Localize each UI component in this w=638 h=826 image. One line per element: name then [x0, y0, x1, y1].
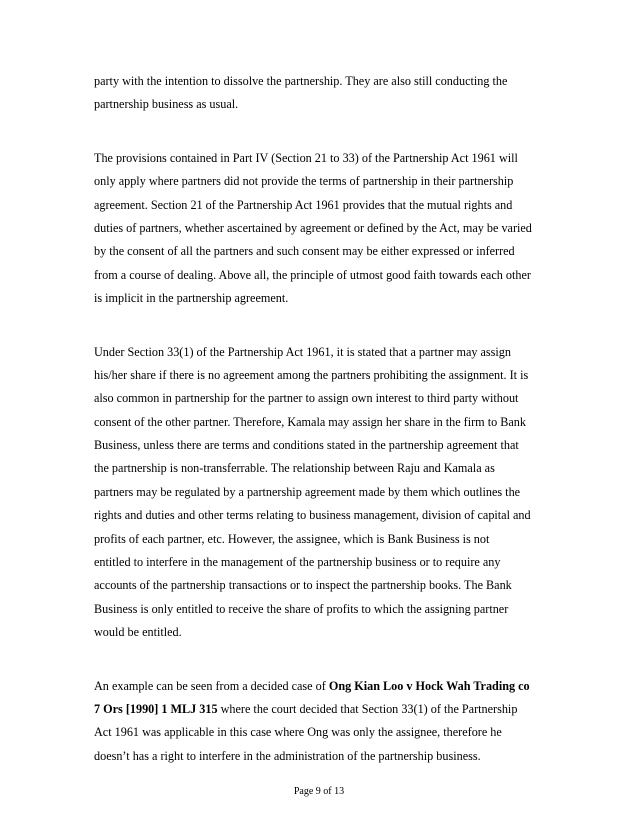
text-line: rights and duties and other terms relating to business management, division of capital and — [94, 508, 531, 523]
text-line: the partnership is non-transferrable. The relationship between Raju and Kamala as — [94, 461, 495, 476]
text-line: only apply where partners did not provide the terms of partnership in their partnership — [94, 174, 514, 189]
text-line: consent of the other partner. Therefore, Kamala may assign her share in the firm to Bank — [94, 414, 526, 429]
case-citation: Ong Kian Loo v Hock Wah Trading co — [328, 678, 530, 693]
text-line: partners may be regulated by a partnership agreement made by them which outlines the — [94, 484, 521, 499]
paragraph-3 — [94, 341, 554, 645]
document-body — [94, 70, 554, 798]
text-line: is implicit in the partnership agreement. — [94, 291, 289, 306]
text-line: by the consent of all the partners and such consent may be either expressed or inferred — [94, 244, 515, 259]
text-line: Business is only entitled to receive the share of profits to which the assigning partner — [94, 601, 509, 616]
text-line: accounts of the partnership transactions or to inspect the partnership books. The Bank — [94, 578, 512, 593]
text-line: entitled to interfere in the management of the partnership business or to require any — [94, 555, 501, 570]
text-line: agreement. Section 21 of the Partnership Act 1961 provides that the mutual rights and — [94, 197, 513, 212]
paragraph-4 — [94, 675, 554, 769]
text-line: his/her share if there is no agreement among the partners prohibiting the assignment. It is — [94, 367, 529, 382]
text-line: would be entitled. — [94, 625, 182, 640]
text-line: duties of partners, whether ascertained by agreement or defined by the Act, may be varied — [94, 220, 532, 235]
text-line: party with the intention to dissolve the partnership. They are also still conducting the — [94, 74, 508, 88]
case-citation: 7 Ors [1990] 1 MLJ 315 — [94, 701, 218, 716]
text-line — [94, 698, 554, 721]
text-line: Business, unless there are terms and conditions stated in the partnership agreement that — [94, 438, 519, 453]
paragraph-1 — [94, 70, 554, 117]
text-line: profits of each partner, etc. However, the assignee, which is Bank Business is not — [94, 531, 490, 546]
text-line: partnership business as usual. — [94, 97, 239, 112]
text-line: Under Section 33(1) of the Partnership Act 1961, it is stated that a partner may assign — [94, 344, 511, 359]
text-line: also common in partnership for the partner to assign own interest to third party without — [94, 391, 519, 406]
paragraph-2 — [94, 147, 554, 311]
text-run: An example can be seen from a decided case of — [94, 678, 329, 693]
page-number: Page 9 of 13 — [293, 786, 345, 797]
text-line: The provisions contained in Part IV (Section 21 to 33) of the Partnership Act 1961 will — [94, 150, 518, 165]
text-line: Act 1961 was applicable in this case where Ong was only the assignee, therefore he — [94, 725, 502, 740]
text-run: where the court decided that Section 33(1) of the Partnership — [217, 701, 518, 716]
text-line: doesn’t has a right to interfere in the administration of the partnership business. — [94, 748, 481, 763]
page-footer — [0, 786, 638, 798]
text-line — [94, 675, 554, 698]
text-line: from a course of dealing. Above all, the principle of utmost good faith towards each other — [94, 267, 531, 282]
